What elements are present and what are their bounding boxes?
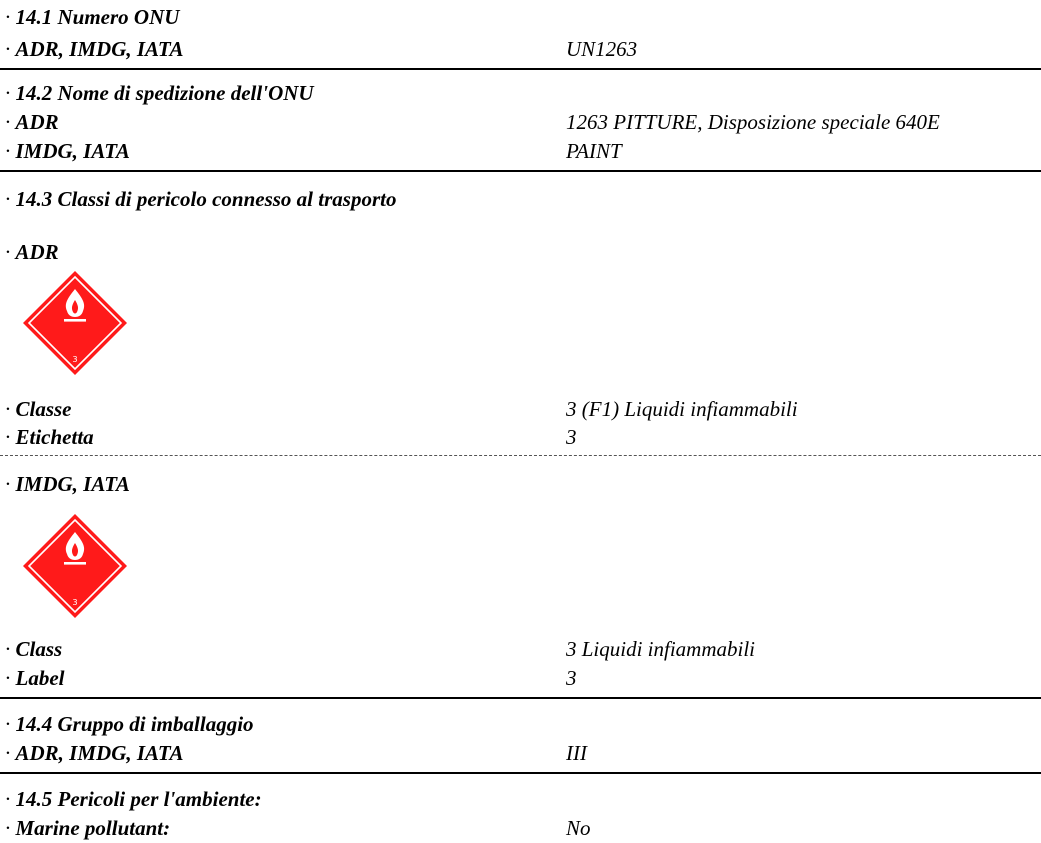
row-value: 3 Liquidi infiammabili: [566, 637, 756, 661]
row-label-text: Class: [15, 637, 63, 661]
row-label: · IMDG, IATA: [5, 139, 130, 163]
row-label-text: ADR, IMDG, IATA: [15, 37, 184, 61]
section-14-5-heading: · 14.5 Pericoli per l'ambiente:: [5, 787, 262, 811]
row-value: 3 (F1) Liquidi infiammabili: [566, 397, 798, 421]
row-value: PAINT: [566, 139, 622, 163]
row-label-text: Label: [15, 666, 65, 690]
section-14-1-heading: · 14.1 Numero ONU: [5, 5, 180, 29]
row-label-text: Classe: [15, 397, 72, 421]
row-label: · Etichetta: [5, 425, 94, 449]
row-label-text: Marine pollutant:: [15, 816, 171, 840]
row-value: 3: [566, 666, 577, 690]
flammable-liquid-diamond-icon: [22, 513, 128, 619]
imdg-iata-subheading: · IMDG, IATA: [5, 472, 130, 496]
row-label: · ADR, IMDG, IATA: [5, 741, 184, 765]
section-14-4-heading: · 14.4 Gruppo di imballaggio: [5, 712, 254, 736]
section-divider: [0, 170, 1041, 172]
row-value: No: [566, 816, 591, 840]
row-label: · ADR, IMDG, IATA: [5, 37, 184, 61]
section-divider: [0, 68, 1041, 70]
heading-text: 14.4 Gruppo di imballaggio: [15, 712, 254, 736]
heading-text: 14.2 Nome di spedizione dell'ONU: [15, 81, 314, 105]
row-label-text: IMDG, IATA: [15, 139, 130, 163]
subheading-text: ADR: [15, 240, 59, 264]
subheading-text: IMDG, IATA: [15, 472, 130, 496]
row-value: UN1263: [566, 37, 638, 61]
flammable-liquid-diamond-icon: [22, 270, 128, 376]
row-label: · Label: [5, 666, 65, 690]
row-label-text: Etichetta: [15, 425, 94, 449]
section-divider: [0, 697, 1041, 699]
row-value: 1263 PITTURE, Disposizione speciale 640E: [566, 110, 940, 134]
section-divider: [0, 772, 1041, 774]
heading-text: 14.1 Numero ONU: [15, 5, 180, 29]
row-label-text: ADR, IMDG, IATA: [15, 741, 184, 765]
row-label-text: ADR: [15, 110, 59, 134]
adr-subheading: · ADR: [5, 240, 59, 264]
heading-text: 14.5 Pericoli per l'ambiente:: [15, 787, 262, 811]
row-value: 3: [566, 425, 577, 449]
section-14-2-heading: · 14.2 Nome di spedizione dell'ONU: [5, 81, 314, 105]
row-label: · Class: [5, 637, 63, 661]
row-value: III: [566, 741, 587, 765]
row-label: · Classe: [5, 397, 72, 421]
class-number: 3: [72, 598, 78, 607]
class-number: 3: [72, 355, 78, 364]
section-14-3-heading: · 14.3 Classi di pericolo connesso al trasporto: [5, 187, 397, 211]
heading-text: 14.3 Classi di pericolo connesso al trasporto: [15, 187, 397, 211]
row-label: · ADR: [5, 110, 59, 134]
dashed-divider: [0, 455, 1041, 456]
row-label: · Marine pollutant:: [5, 816, 171, 840]
